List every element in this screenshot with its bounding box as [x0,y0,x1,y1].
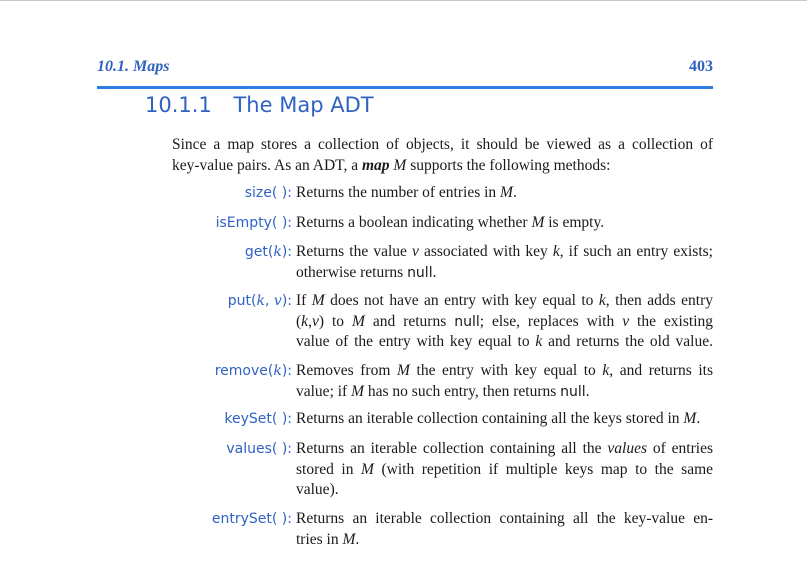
method-description [296,242,713,283]
method-description [296,439,713,501]
intro-paragraph [172,134,713,176]
section-title-text: The Map ADT [233,93,374,117]
intro-line: Since a map stores a collection of objects, it should be viewed as a collection of [172,136,713,153]
description-line: value; if M has no such entry, then returns null. [296,382,590,400]
method-description [296,291,713,353]
method-label: size( ): [244,185,292,201]
header-rule [97,86,713,89]
description-line: Returns an iterable collection containing all the key-value en- [296,510,713,527]
description-line: (k,v) to M and returns null; else, replaces with v the existing [296,312,714,330]
section-number: 10.1.1 [145,93,212,117]
description-line: Returns an iterable collection containing all the values of entries [296,440,713,457]
method-description [296,409,713,430]
method-description [296,361,713,402]
description-line: Returns the number of entries in M. [296,184,517,201]
intro-text: key-value pairs. As an ADT, a [172,157,362,174]
method-label: entrySet( ): [211,511,292,527]
section-heading [145,93,374,117]
description-line: Returns the value v associated with key k, if such an entry exists; [296,243,713,260]
intro-text: supports the following methods: [406,157,611,174]
method-description [296,509,713,550]
description-line: otherwise returns null. [296,263,437,281]
method-label: remove(k): [214,363,292,379]
header-section-title: 10.1. Maps [97,58,170,75]
page-top-border [0,0,807,1]
description-line: tries in M. [296,530,360,548]
description-line: stored in M (with repetition if multiple keys map to the same [296,460,714,478]
running-header [97,58,713,78]
description-line: value of the entry with key equal to k and returns the old value. [296,333,713,350]
description-line: Removes from M the entry with key equal to k, and returns its [296,362,713,379]
method-label: get(k): [244,244,292,260]
description-line: If M does not have an entry with key equal to k, then adds entry [296,292,713,309]
method-description [296,183,713,204]
description-line: Returns a boolean indicating whether M is empty. [296,214,605,231]
description-line: value). [296,481,339,498]
method-description [296,213,713,234]
header-page-number: 403 [689,58,713,75]
description-line: Returns an iterable collection containing all the keys stored in M. [296,410,701,427]
intro-line [172,155,713,176]
method-label: isEmpty( ): [215,215,292,231]
method-label: keySet( ): [224,411,292,427]
method-label: values( ): [226,441,292,457]
intro-term-map: map [361,157,390,174]
method-label: put(k, v): [227,293,292,309]
intro-var-m: M [393,157,407,174]
